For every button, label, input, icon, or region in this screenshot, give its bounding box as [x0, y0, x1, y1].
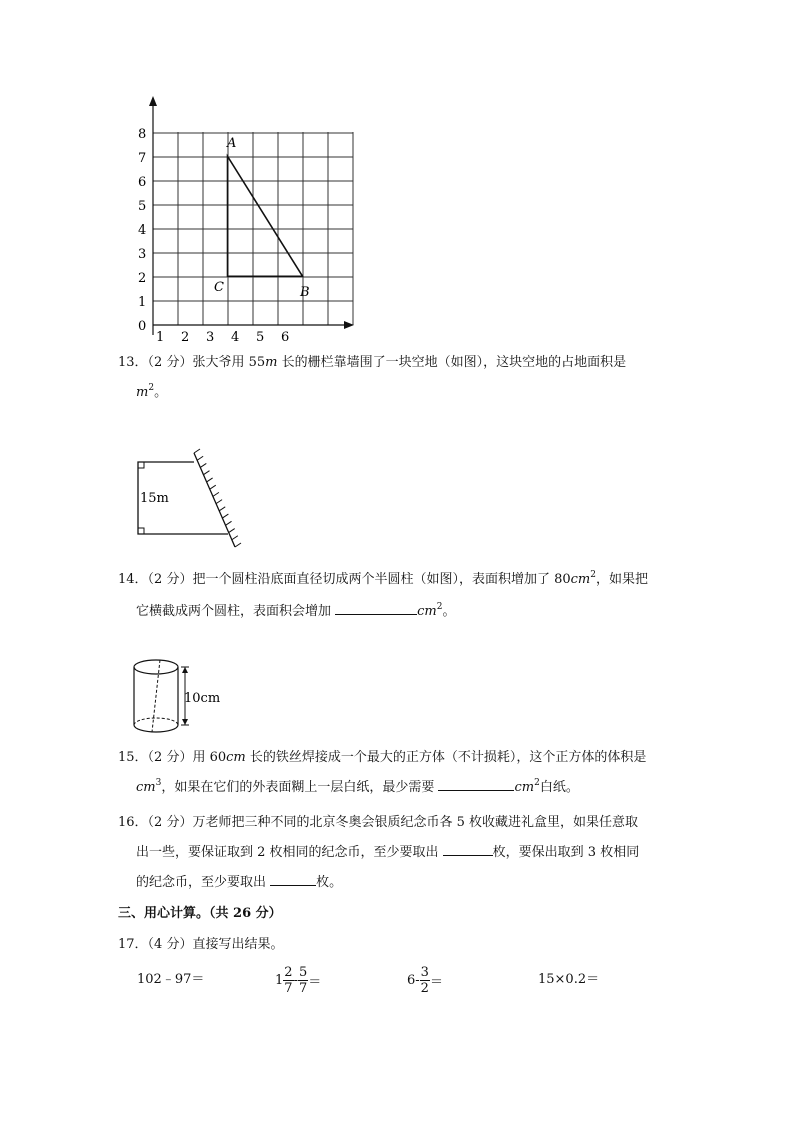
calc-b-fraction-1: $\frac{2}{7}$ — [284, 965, 293, 996]
q16-line1: 万老师把三种不同的北京冬奥会银质纪念币各 5 枚收藏进礼盒里，如果任意取 — [192, 815, 638, 830]
calc-item-c: 6- $\frac{3}{2}$ ＝ — [407, 965, 443, 996]
point-a-label: A — [227, 136, 237, 151]
calc-item-d: 15×0.2＝ — [538, 972, 600, 987]
x-tick-label: 1 — [156, 330, 165, 345]
right-angle-bottom — [138, 528, 144, 534]
cylinder-figure — [130, 655, 240, 740]
cylinder-height-label: 10cm — [184, 691, 221, 706]
question-13-line2 — [136, 378, 167, 408]
question-14-line2 — [136, 597, 456, 627]
q14-line2-unit: cm — [417, 604, 437, 619]
q14-line2-text: 它横截成两个圆柱，表面积会增加 — [136, 604, 336, 619]
q13-unit: m — [265, 355, 278, 370]
q14-text-b: ，如果把 — [595, 572, 648, 587]
point-b-label: B — [300, 285, 310, 300]
calc-c-fraction: $\frac{3}{2}$ — [420, 965, 429, 996]
grid-lines — [153, 132, 353, 325]
wall-hatch — [194, 449, 241, 547]
y-tick-label: 3 — [138, 247, 147, 262]
q15-score: （2 分） — [147, 750, 193, 765]
q17-text: 直接写出结果。 — [192, 937, 284, 952]
q13-line2-unit: m — [136, 385, 149, 400]
q15-answer-blank[interactable] — [438, 776, 514, 791]
q14-line2-sup: 2 — [436, 602, 443, 612]
q13-line2-sup: 2 — [148, 383, 155, 393]
q15-line2-text: ，如果在它们的外表面糊上一层白纸，最少需要 — [161, 780, 439, 795]
q14-text-a: 把一个圆柱沿底面直径切成两个半圆柱（如图），表面积增加了 80 — [192, 572, 571, 587]
section-3-title: 三、用心计算。（共 26 分） — [118, 906, 282, 921]
point-c-label: C — [214, 280, 224, 295]
calc-item-b: 1 $\frac{2}{7}$ - $\frac{5}{7}$ ＝ — [275, 965, 322, 996]
x-tick-label: 6 — [281, 330, 290, 345]
y-tick-label: 4 — [138, 223, 147, 238]
y-tick-label: 1 — [138, 295, 147, 310]
q16-answer-blank-1[interactable] — [443, 841, 493, 856]
q15-line2-sup2: 2 — [534, 778, 540, 788]
y-tick-label: 2 — [138, 271, 147, 286]
x-tick-label: 5 — [256, 330, 265, 345]
q16-score: （2 分） — [147, 815, 193, 830]
q16-line3-text: 的纪念币，至少要取出 — [136, 875, 271, 890]
cylinder-bottom-front — [134, 725, 178, 732]
q14-line2-end: 。 — [442, 604, 456, 619]
y-tick-label: 5 — [138, 199, 147, 214]
x-tick-label: 4 — [231, 330, 240, 345]
q14-sup: 2 — [590, 570, 596, 580]
x-tick-label: 2 — [181, 330, 190, 345]
right-angle-top — [138, 462, 144, 468]
question-14 — [118, 565, 648, 595]
q15-unit: cm — [226, 750, 246, 765]
q13-score: （2 分） — [147, 355, 193, 370]
y-tick-label: 7 — [138, 151, 147, 166]
q15-line2-unit2: cm — [514, 780, 535, 795]
question-16-line3 — [136, 868, 342, 898]
question-16-line2 — [136, 838, 639, 868]
q14-score: （2 分） — [147, 572, 193, 587]
q15-line2-unit: cm — [136, 780, 156, 795]
q16-answer-blank-2[interactable] — [270, 871, 316, 886]
q15-text-a: 用 60 — [192, 750, 227, 765]
q17-number: 17． — [118, 937, 148, 952]
q17-score: （4 分） — [147, 937, 193, 952]
y-tick-label: 6 — [138, 175, 147, 190]
q16-number: 16． — [118, 815, 148, 830]
cylinder-cut-line — [152, 660, 160, 732]
q15-line2-end: 白纸。 — [539, 780, 579, 795]
question-16 — [118, 808, 638, 838]
coordinate-grid-figure — [120, 90, 370, 350]
cylinder-bottom-back — [134, 718, 178, 725]
q16-line2-end: 枚，要保出取到 3 枚相同 — [492, 845, 640, 860]
q14-number: 14． — [118, 572, 148, 587]
question-17 — [118, 930, 283, 960]
cylinder-top — [134, 660, 178, 674]
fence-wall-figure — [128, 445, 248, 555]
q15-text-b: 长的铁丝焊接成一个最大的正方体（不计损耗），这个正方体的体积是 — [245, 750, 647, 765]
fence-length-label: 15m — [140, 491, 169, 506]
calc-b-whole: 1 — [275, 973, 284, 988]
q16-line3-end: 枚。 — [316, 875, 343, 890]
q13-line2-end: 。 — [154, 385, 168, 400]
q16-line2-text: 出一些，要保证取到 2 枚相同的纪念币，至少要取出 — [136, 845, 443, 860]
q14-unit: cm — [570, 572, 591, 587]
q13-text-a: 张大爷用 55 — [192, 355, 266, 370]
y-tick-label: 8 — [138, 127, 147, 142]
x-tick-label: 3 — [206, 330, 215, 345]
q14-answer-blank[interactable] — [335, 600, 417, 615]
y-axis-arrow — [149, 96, 157, 106]
question-15 — [118, 743, 646, 773]
q15-line2-sup: 3 — [155, 778, 162, 788]
question-13 — [118, 348, 626, 378]
y-tick-label: 0 — [138, 319, 147, 334]
q13-text-b: 长的栅栏靠墙围了一块空地（如图），这块空地的占地面积是 — [277, 355, 627, 370]
question-15-line2 — [136, 773, 579, 803]
q15-number: 15． — [118, 750, 148, 765]
triangle-abc — [228, 156, 303, 276]
calc-item-a: 102﹣97＝ — [137, 972, 205, 987]
calc-b-fraction-2: $\frac{5}{7}$ — [298, 965, 308, 996]
q13-number: 13． — [118, 355, 148, 370]
